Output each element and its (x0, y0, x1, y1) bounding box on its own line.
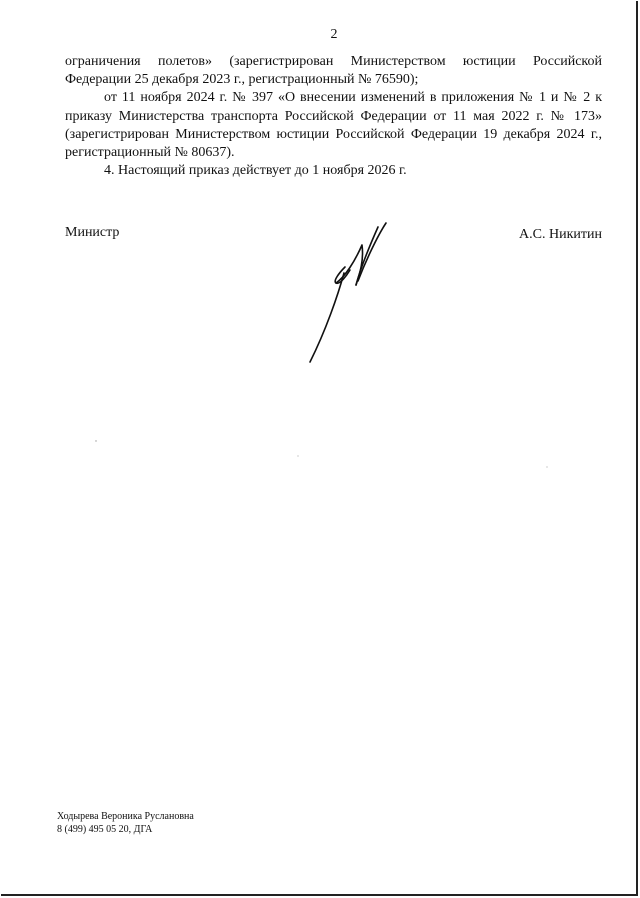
page-number: 2 (330, 27, 338, 42)
handwritten-signature (300, 215, 395, 365)
paragraph-validity-clause: 4. Настоящий приказ действует до 1 ноября 2026 г. (104, 163, 407, 179)
paragraph-registration-continuation: ограничения полетов» (зарегистрирован Министерством юстиции Российской Федерации 25 декабря 2023 г., регистрационный № 76590); (65, 54, 602, 88)
executor-name: Ходырева Вероника Руслановна (57, 811, 194, 822)
document-body (65, 53, 602, 180)
signer-name: А.С. Никитин (519, 227, 602, 242)
signer-title: Министр (65, 225, 120, 240)
executor-info (57, 810, 194, 836)
paragraph-amendment-order: от 11 ноября 2024 г. № 397 «О внесении изменений в приложения № 1 и № 2 к приказу Министерства транспорта Российской Федерации от 11 мая 2022 г. № 173» (зарегистрирован Министерством юстиции Российской Федерации 19 декабря 2024 г., регистрационный № 80637). (65, 90, 602, 161)
executor-contact: 8 (499) 495 05 20, ДГА (57, 824, 153, 835)
